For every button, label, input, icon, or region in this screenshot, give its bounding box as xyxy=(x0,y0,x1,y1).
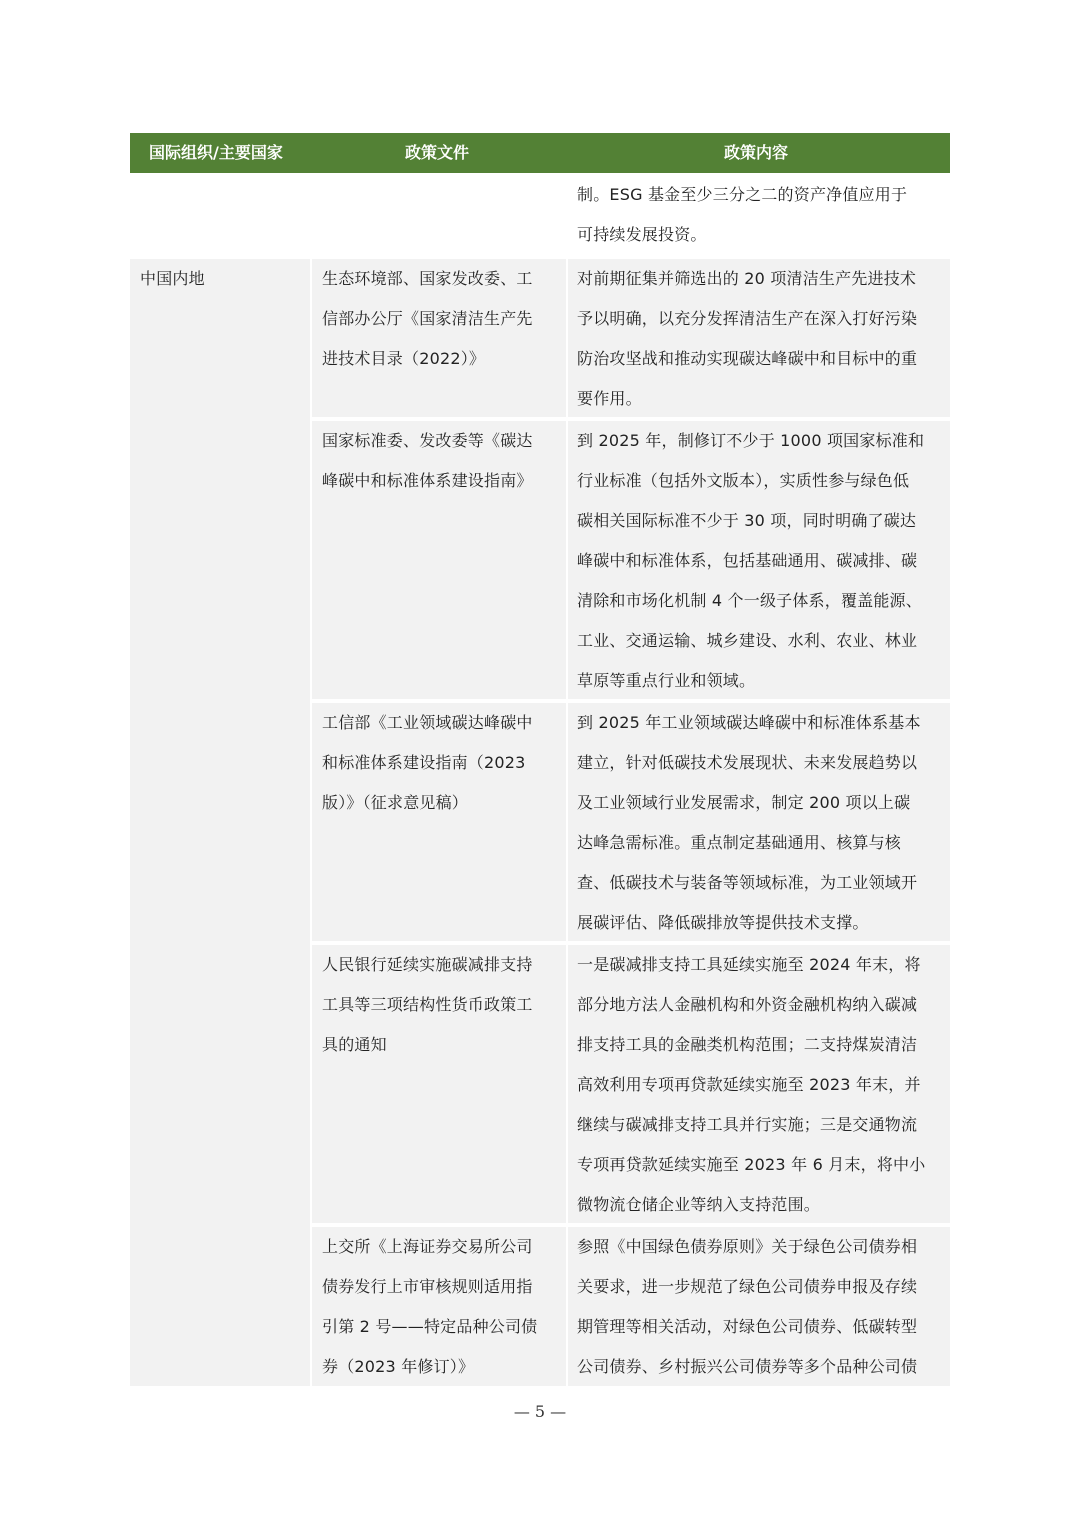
table-row-document: 上交所《上海证券交易所公司 债券发行上市审核规则适用指 引第 2 号——特定品种公司债 券（2023 年修订）》 xyxy=(312,1227,566,1386)
page-number: — 5 — xyxy=(513,1402,567,1421)
table-row-document: 工信部《工业领域碳达峰碳中 和标准体系建设指南（2023 版）》（征求意见稿） xyxy=(312,703,566,941)
table-header xyxy=(130,133,950,173)
table-row-document: 人民银行延续实施碳减排支持 工具等三项结构性货币政策工 具的通知 xyxy=(312,945,566,1223)
header-content: 政策内容 xyxy=(724,143,789,162)
table-row-document: 国家标准委、发改委等《碳达 峰碳中和标准体系建设指南》 xyxy=(312,421,566,699)
continuation-content: 制。ESG 基金至少三分之二的资产净值应用于 可持续发展投资。 xyxy=(577,185,908,244)
table-row-content: 一是碳减排支持工具延续实施至 2024 年末，将 部分地方法人金融机构和外资金融机构纳入碳减 排支持工具的金融类机构范围；二支持煤炭清洁 高效利用专项再贷款延续实施至 2023 年末，并 继续与碳减排支持工具并行实施；三是交通物流 专项再贷款延续实施至 2023 年 6 月末，将中小 微物流仓储企业等纳入支持范围。 xyxy=(568,945,950,1223)
table-row-content: 到 2025 年工业领域碳达峰碳中和标准体系基本 建立，针对低碳技术发展现状、未来发展趋势以 及工业领域行业发展需求，制定 200 项以上碳 达峰急需标准。重点制定基础通用、核算与核 查、低碳技术与装备等领域标准，为工业领域开 展碳评估、降低碳排放等提供技术支撑。 xyxy=(568,703,950,941)
header-document: 政策文件 xyxy=(405,143,470,162)
header-country: 国际组织/主要国家 xyxy=(149,143,283,162)
region-cell: 中国内地 xyxy=(130,259,310,1386)
table-row-document: 生态环境部、国家发改委、工 信部办公厅《国家清洁生产先 进技术目录（2022）》 xyxy=(312,259,566,417)
table-row-content: 对前期征集并筛选出的 20 项清洁生产先进技术 予以明确，以充分发挥清洁生产在深入打好污染 防治攻坚战和推动实现碳达峰碳中和目标中的重 要作用。 xyxy=(568,259,950,417)
table-row-content: 到 2025 年，制修订不少于 1000 项国家标准和 行业标准（包括外文版本），实质性参与绿色低 碳相关国际标准不少于 30 项，同时明确了碳达 峰碳中和标准体系，包括基础通用、碳减排、碳 清除和市场化机制 4 个一级子体系，覆盖能源、 工业、交通运输、城乡建设、水利、农业、林业 草原等重点行业和领域。 xyxy=(568,421,950,699)
table-row-content: 参照《中国绿色债券原则》关于绿色公司债券相 关要求，进一步规范了绿色公司债券申报及存续 期管理等相关活动，对绿色公司债券、低碳转型 公司债券、乡村振兴公司债券等多个品种公司债 xyxy=(568,1227,950,1386)
